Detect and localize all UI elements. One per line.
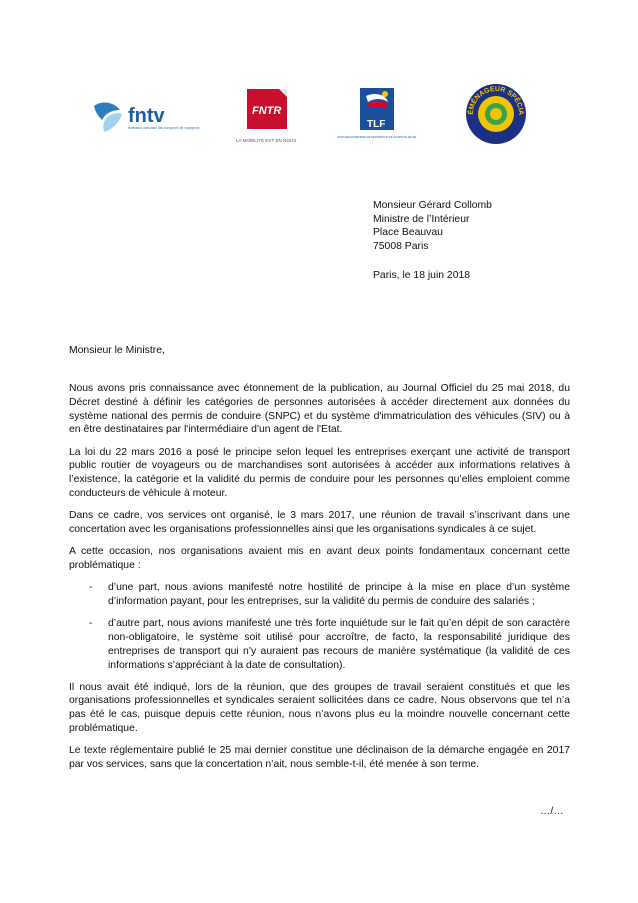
fntr-emblem-icon bbox=[234, 86, 314, 148]
tlf-emblem-icon bbox=[336, 82, 416, 144]
tlf-logo bbox=[336, 82, 416, 144]
fntv-emblem-icon bbox=[92, 98, 202, 138]
fntr-logo-tagline: LA MOBILITÉ EST EN NOUS bbox=[236, 138, 297, 143]
bullet-dash: - bbox=[89, 582, 93, 594]
paragraph-3: Dans ce cadre, vos services ont organisé, le 3 mars 2017, une réunion de travail s’inscrivant dans une concertation avec les organisations professionnelles ainsi que les organisations syndicales à ce sujet. bbox=[69, 510, 570, 535]
demenageur-seal-icon bbox=[464, 82, 528, 146]
fntv-logo-title: fntv bbox=[128, 105, 165, 127]
bullet-dash: - bbox=[89, 618, 93, 630]
fntv-logo bbox=[92, 98, 202, 138]
letter-body bbox=[69, 382, 570, 780]
logo-bar bbox=[0, 0, 638, 160]
bullet-text: d’autre part, nous avions manifesté une très forte inquiétude sur le fait qu’en dépit de son caractère non-obligatoire, le système soit utilisé pour accroître, de facto, la responsabilité juridique des entreprises de transport qui n’y auraient pas recours de manière systématique (la validité de ces informations s’appréciant à la date de consultation). bbox=[108, 618, 570, 671]
recipient-name: Monsieur Gérard Collomb bbox=[373, 200, 492, 211]
bullet-text: d’une part, nous avions manifesté notre hostilité de principe à la mise en place d’un système d’information payant, pour les entreprises, sur la validité du permis de conduire des salariés ; bbox=[108, 582, 570, 607]
fntr-logo-title: FNTR bbox=[252, 105, 282, 117]
paragraph-2: La loi du 22 mars 2016 a posé le principe selon lequel les entreprises exerçant une activité de transport public routier de voyageurs ou de marchandises sont autorisées à accéder aux informations relatives à l’existence, la catégorie et la validité du permis de conduire pour les personnes qu’elles emploient comme conducteurs de véhicule à moteur. bbox=[69, 446, 570, 499]
bullet-item-2 bbox=[69, 617, 570, 672]
demenageur-logo-title: ÉMÉNAGEUR SPÉCIA bbox=[467, 85, 525, 116]
paragraph-5: Il nous avait été indiqué, lors de la réunion, que des groupes de travail seraient constitués et que les organisations professionnelles et syndicales seraient sollicitées dans ce cadre. Nous observons que tel n’a pas été le cas, puisque depuis cette réunion, nous n’avons plus eu la moindre nouvelle concernant cette problématique. bbox=[69, 681, 570, 735]
paragraph-4: A cette occasion, nos organisations avaient mis en avant deux points fondamentaux concernant cette problématique : bbox=[69, 546, 570, 571]
page-continuation-mark: …/… bbox=[540, 806, 564, 817]
recipient-address bbox=[373, 199, 492, 253]
fntr-logo bbox=[234, 86, 314, 148]
paragraph-1: Nous avons pris connaissance avec étonnement de la publication, au Journal Officiel du 25 mai 2018, du Décret destiné à définir les catégories de personnes autorisées à accéder directement aux données du système national des permis de conduire (SNPC) et du système d'immatriculation des véhicules (SIV) ou à en être destinataires par l'intermédiaire d'un agent de l'Etat. bbox=[69, 383, 570, 436]
tlf-logo-title: TLF bbox=[367, 119, 386, 130]
fntv-logo-subtitle: fédération nationale des transports de voyageurs bbox=[128, 126, 200, 130]
recipient-street: Place Beauvau bbox=[373, 227, 443, 239]
recipient-city: 75008 Paris bbox=[373, 240, 429, 252]
paragraph-6: Le texte réglementaire publié le 25 mai dernier constitue une déclinaison de la démarche engagée en 2017 par vos services, sans que la concertation n’ait, nous semble-t-il, été menée à son terme. bbox=[69, 745, 570, 771]
recipient-role: Ministre de l’Intérieur bbox=[373, 213, 470, 225]
salutation: Monsieur le Ministre, bbox=[69, 345, 165, 356]
demenageur-logo bbox=[464, 82, 528, 146]
bullet-item-1 bbox=[69, 581, 570, 609]
letter-date: Paris, le 18 juin 2018 bbox=[373, 270, 471, 281]
tlf-logo-subtitle: UNION DES ENTREPRISES DE TRANSPORT ET DE LOGISTIQUE DE FRANCE bbox=[337, 137, 416, 139]
